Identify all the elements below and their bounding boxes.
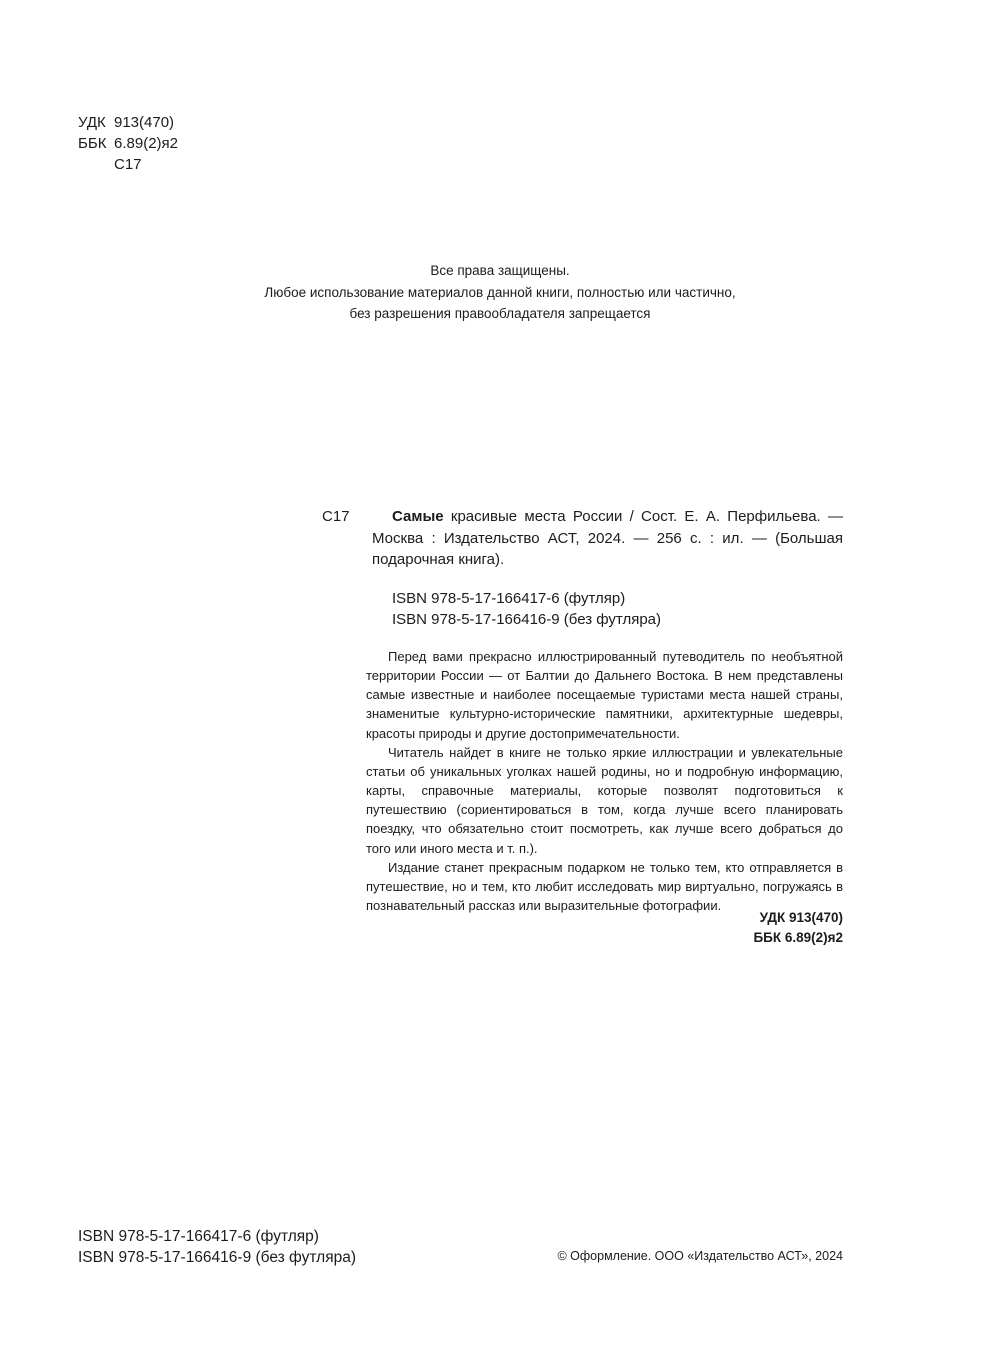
catalog-card-description [372, 506, 843, 571]
udk-line [78, 112, 178, 133]
catalog-card-rest: красивые места России / Сост. Е. А. Перфильева. — Москва : Издательство АСТ, 2024. — 256 с. : ил. — (Большая подарочная книга). [372, 508, 843, 568]
catalog-card [322, 506, 843, 571]
isbn-case-line: ISBN 978-5-17-166417-6 (футляр) [392, 590, 626, 607]
catalog-card-code: С17 [322, 508, 350, 525]
top-catalog-codes [78, 112, 178, 175]
isbn-block [392, 589, 661, 630]
bbk-value: 6.89(2)я2 [114, 135, 178, 152]
rights-notice [0, 260, 1000, 325]
bottom-isbn-nocase: ISBN 978-5-17-166416-9 (без футляра) [78, 1249, 356, 1266]
footer-bbk: ББК 6.89(2)я2 [753, 930, 843, 945]
rights-line-3: без разрешения правообладателя запрещается [349, 306, 651, 321]
bottom-isbn-case: ISBN 978-5-17-166417-6 (футляр) [78, 1228, 319, 1245]
bbk-label: ББК [78, 135, 107, 152]
udk-label: УДК [78, 114, 106, 131]
rights-line-2: Любое использование материалов данной книги, полностью или частично, [264, 284, 736, 300]
author-code: С17 [114, 156, 142, 173]
bbk-line [78, 133, 178, 154]
book-title-lead: Самые [392, 508, 444, 525]
footer-catalog-codes [753, 908, 843, 948]
annotation-paragraph-2: Читатель найдет в книге не только яркие иллюстрации и увлекательные статьи об уникальных уголках нашей родины, но и подробную информацию, карты, справочные материалы, которые позволят подготовиться к путешествию (сориентироваться в том, когда лучше всего планировать поездку, что обязательно стоит посмотреть, как лучше всего добраться до того или иного места и т. п.). [366, 744, 843, 856]
udk-value: 913(470) [114, 114, 175, 131]
annotation [366, 647, 843, 915]
bottom-isbn-block [78, 1226, 356, 1268]
footer-udk: УДК 913(470) [759, 910, 843, 925]
copyright-line: © Оформление. ООО «Издательство АСТ», 2024 [557, 1249, 843, 1263]
annotation-paragraph-3: Издание станет прекрасным подарком не только тем, кто отправляется в путешествие, но и тем, кто любит исследовать мир виртуально, погружаясь в познавательный рассказ или выразительные фотографии. [366, 859, 843, 914]
isbn-nocase-line: ISBN 978-5-17-166416-9 (без футляра) [392, 610, 662, 628]
annotation-paragraph-1: Перед вами прекрасно иллюстрированный путеводитель по необъятной территории России — от Балтии до Дальнего Востока. В нем представлены самые известные и наиболее посещаемые туристами места нашей страны, знаменитые культурно-исторические памятники, архитектурные шедевры, красоты природы и другие достопримечательности. [366, 649, 843, 741]
rights-line-1: Все права защищены. [430, 263, 570, 278]
